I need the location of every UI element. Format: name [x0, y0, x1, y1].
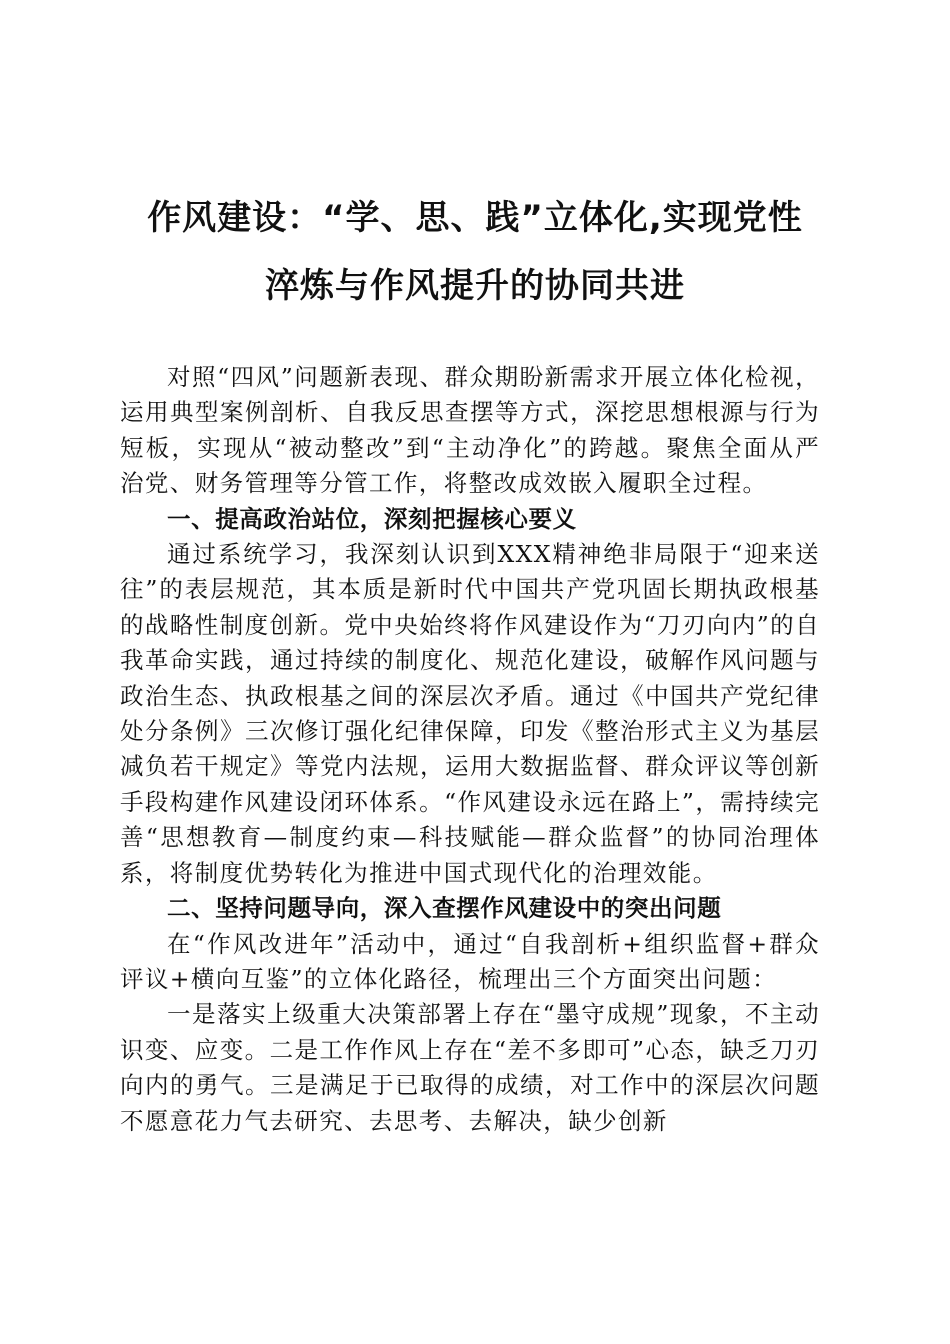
section-1-heading: 一、提高政治站位，深刻把握核心要义 — [167, 504, 577, 533]
intro-paragraph: 对照“四风”问题新表现、群众期盼新需求开展立体化检视，运用典型案例剖析、自我反思查摆等方式，深挖思想根源与行为短板，实现从“被动整改”到“主动净化”的跨越。聚焦全面从严治党、财务管理等分管工作，将整改成效嵌入履职全过程。 — [120, 363, 820, 498]
section-2-paragraph-1: 在“作风改进年”活动中，通过“自我剖析+组织监督+群众评议+横向互鉴”的立体化路径，梳理出三个方面突出问题： — [120, 929, 820, 993]
document-title-line-1: 作风建设：“学、思、践”立体化,实现党性 — [147, 198, 803, 238]
section-2-paragraph-2: 一是落实上级重大决策部署上存在“墨守成规”现象，不主动识变、应变。二是工作作风上存在“差不多即可”心态，缺乏刀刃向内的勇气。三是满足于已取得的成绩，对工作中的深层次问题不愿意花力气去研究、去思考、去解决，缺少创新 — [120, 1000, 820, 1135]
section-1-paragraph: 通过系统学习，我深刻认识到XXX精神绝非局限于“迎来送往”的表层规范，其本质是新时代中国共产党巩固长期执政根基的战略性制度创新。党中央始终将作风建设作为“刀刃向内”的自我革命实践，通过持续的制度化、规范化建设，破解作风问题与政治生态、执政根基之间的深层次矛盾。通过《中国共产党纪律处分条例》三次修订强化纪律保障，印发《整治形式主义为基层减负若干规定》等党内法规，运用大数据监督、群众评议等创新手段构建作风建设闭环体系。“作风建设永远在路上”，需持续完善“思想教育—制度约束—科技赋能—群众监督”的协同治理体系，将制度优势转化为推进中国式现代化的治理效能。 — [120, 540, 820, 887]
document-title-line-2: 淬炼与作风提升的协同共进 — [265, 266, 685, 306]
section-2-heading: 二、坚持问题导向，深入查摆作风建设中的突出问题 — [167, 894, 722, 923]
document-body — [120, 360, 820, 1139]
